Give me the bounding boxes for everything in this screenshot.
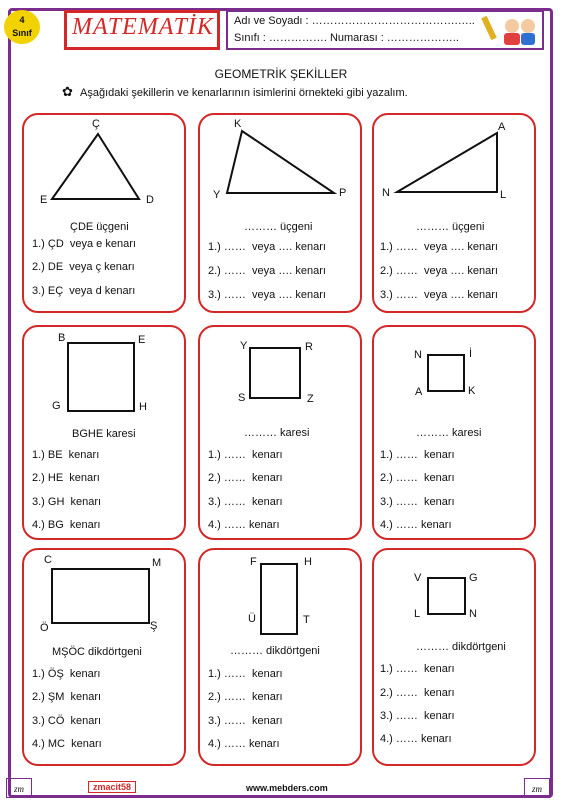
edge-line[interactable]: 3.) …… kenarı	[208, 715, 283, 727]
author-tag: zmacit58	[88, 781, 136, 793]
vertex-label: D	[146, 194, 154, 206]
edge-line[interactable]: 3.) …… kenarı	[380, 710, 455, 722]
vertex-label: P	[339, 187, 347, 199]
edge-line[interactable]: 1.) …… kenarı	[380, 449, 455, 461]
vertex-label: A	[498, 121, 506, 133]
edge-line: 1.) BE kenarı	[32, 449, 100, 461]
vertex-label: K	[468, 385, 476, 397]
shape-name[interactable]: ……… üçgeni	[244, 221, 313, 233]
grade-badge	[4, 10, 40, 44]
vertex-label: F	[250, 556, 257, 568]
edge-line: 2.) ŞM kenarı	[32, 691, 102, 703]
edge-line[interactable]: 1.) …… veya …. kenarı	[380, 241, 498, 253]
vertex-label: L	[500, 189, 507, 201]
edge-line[interactable]: 3.) …… veya …. kenarı	[380, 289, 498, 301]
edge-line[interactable]: 4.) …… kenarı	[208, 738, 280, 750]
edge-line: 2.) HE kenarı	[32, 472, 100, 484]
vertex-label: Z	[307, 393, 314, 405]
vertex-label: T	[303, 614, 310, 626]
vertex-label: S	[238, 392, 246, 404]
vertex-label: N	[382, 187, 390, 199]
vertex-label: Ş	[150, 620, 158, 632]
edge-line[interactable]: 1.) …… veya …. kenarı	[208, 241, 326, 253]
vertex-label: E	[40, 194, 48, 206]
vertex-label: M	[152, 557, 162, 569]
shape-name[interactable]: ……… dikdörtgeni	[416, 641, 506, 653]
website-link[interactable]: www.mebders.com	[246, 783, 328, 793]
grade-number: 4	[19, 15, 25, 25]
children-illustration	[476, 12, 542, 48]
rectangle-shape	[372, 548, 536, 648]
shape-name[interactable]: ……… üçgeni	[416, 221, 485, 233]
triangle-shape	[198, 113, 362, 213]
vertex-label: L	[414, 608, 421, 620]
vertex-label: H	[139, 401, 147, 413]
class-number-field[interactable]: Sınıfı : ……………. Numarası : ………………..	[234, 32, 459, 44]
subject-title: MATEMATİK	[72, 14, 214, 40]
footer-right-mark: zm	[524, 778, 550, 798]
edge-line: 2.) DE veya ç kenarı	[32, 261, 135, 273]
edge-line[interactable]: 3.) …… kenarı	[380, 496, 455, 508]
edge-line[interactable]: 2.) …… kenarı	[380, 687, 455, 699]
shape-name: MŞÖC dikdörtgeni	[52, 646, 142, 658]
edge-line[interactable]: 2.) …… veya …. kenarı	[380, 265, 498, 277]
edge-line[interactable]: 1.) …… kenarı	[208, 449, 283, 461]
edge-line: 1.) ÇD veya e kenarı	[32, 238, 136, 250]
edge-line[interactable]: 2.) …… veya …. kenarı	[208, 265, 326, 277]
triangle-shape	[372, 113, 536, 213]
page-heading: GEOMETRİK ŞEKİLLER	[214, 67, 348, 81]
edge-line: 4.) BG kenarı	[32, 519, 101, 531]
flower-icon: ✿	[62, 84, 73, 99]
vertex-label: Ü	[248, 613, 256, 625]
shape-name: ÇDE üçgeni	[70, 221, 129, 233]
vertex-label: İ	[469, 348, 473, 360]
edge-line: 1.) ÖŞ kenarı	[32, 668, 101, 680]
vertex-label: Y	[213, 189, 221, 201]
edge-line[interactable]: 2.) …… kenarı	[208, 472, 283, 484]
edge-line[interactable]: 1.) …… kenarı	[208, 668, 283, 680]
edge-line[interactable]: 3.) …… kenarı	[208, 496, 283, 508]
vertex-label: A	[415, 386, 423, 398]
edge-line: 3.) GH kenarı	[32, 496, 102, 508]
square-shape	[198, 325, 362, 425]
edge-line[interactable]: 4.) …… kenarı	[380, 519, 452, 531]
square-shape	[372, 325, 536, 425]
edge-line: 3.) CÖ kenarı	[32, 715, 102, 727]
shape-name[interactable]: ……… karesi	[416, 427, 482, 439]
edge-line[interactable]: 4.) …… kenarı	[380, 733, 452, 745]
vertex-label: C	[44, 554, 52, 566]
vertex-label: E	[138, 334, 146, 346]
vertex-label: R	[305, 341, 313, 353]
vertex-label: G	[469, 572, 478, 584]
square-shape	[22, 325, 186, 425]
vertex-label: N	[414, 349, 422, 361]
vertex-label: K	[234, 118, 242, 130]
name-field[interactable]: Adı ve Soyadı : ………………………………….…..	[234, 15, 475, 27]
grade-label: Sınıf	[12, 28, 32, 38]
shape-name[interactable]: ……… karesi	[244, 427, 310, 439]
rectangle-shape	[198, 548, 362, 648]
vertex-label: Y	[240, 340, 248, 352]
edge-line[interactable]: 2.) …… kenarı	[380, 472, 455, 484]
instruction-text: Aşağıdaki şekillerin ve kenarlarının isimlerini örnekteki gibi yazalım.	[80, 87, 408, 99]
vertex-label: G	[52, 400, 61, 412]
shape-name: BGHE karesi	[72, 428, 136, 440]
footer-left-mark: zm	[6, 778, 32, 798]
edge-line[interactable]: 4.) …… kenarı	[208, 519, 280, 531]
edge-line[interactable]: 3.) …… veya …. kenarı	[208, 289, 326, 301]
vertex-label: V	[414, 572, 422, 584]
shape-name[interactable]: ……… dikdörtgeni	[230, 645, 320, 657]
edge-line[interactable]: 2.) …… kenarı	[208, 691, 283, 703]
vertex-label: H	[304, 556, 312, 568]
vertex-label: Ç	[92, 118, 100, 130]
edge-line: 4.) MC kenarı	[32, 738, 102, 750]
vertex-label: B	[58, 332, 66, 344]
edge-line[interactable]: 1.) …… kenarı	[380, 663, 455, 675]
edge-line: 3.) EÇ veya d kenarı	[32, 285, 136, 297]
vertex-label: N	[469, 608, 477, 620]
vertex-label: Ö	[40, 622, 49, 634]
